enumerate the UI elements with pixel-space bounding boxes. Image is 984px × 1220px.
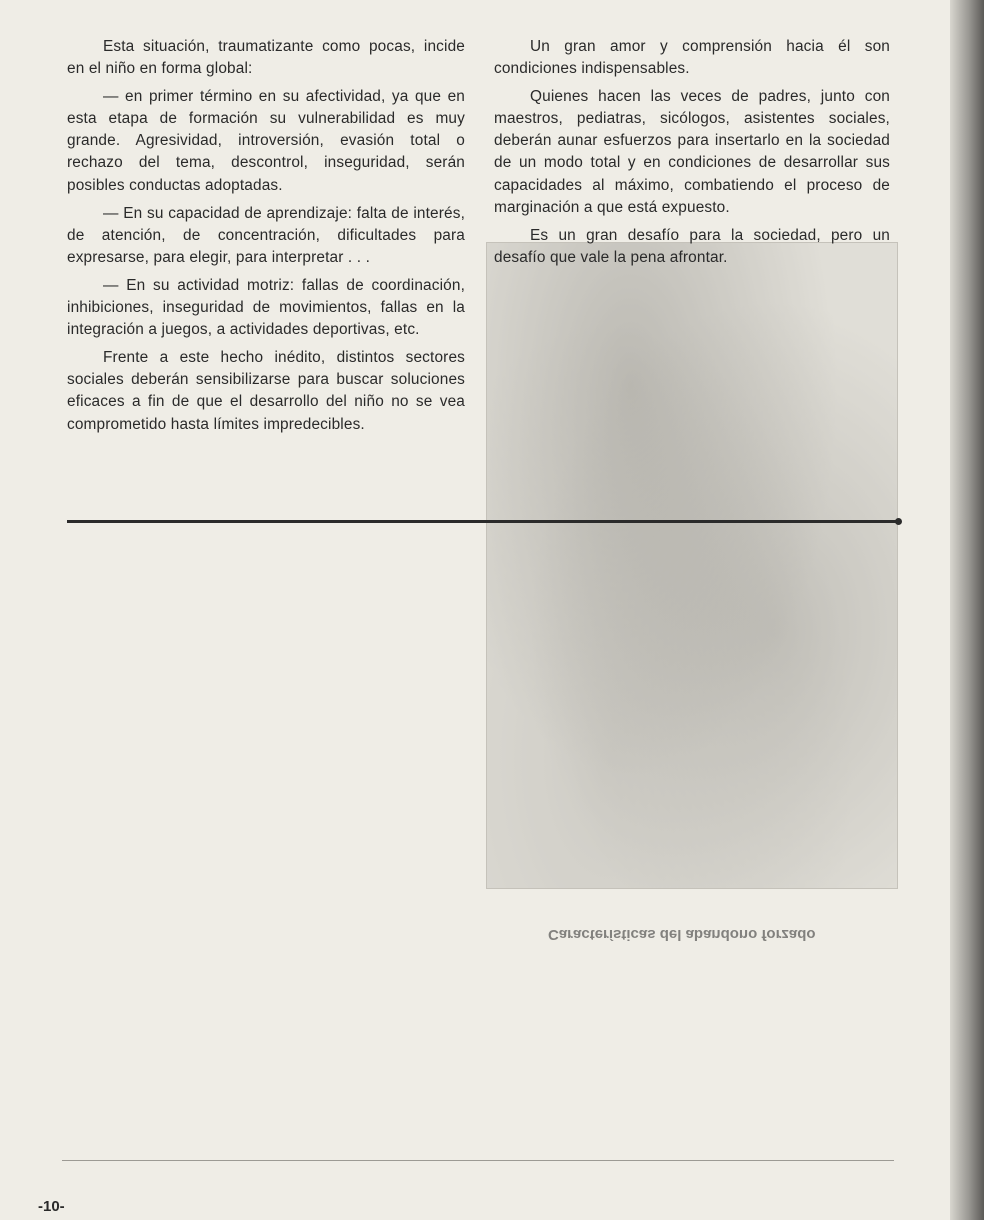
- paragraph-frente: Frente a este hecho inédito, distintos sectores sociales deberán sensibilizarse para buscar soluciones eficaces a fin de que el desarrollo del niño no se vea comprometido hasta límites impredecibles.: [67, 349, 465, 433]
- paragraph-aprendizaje: — En su capacidad de aprendizaje: falta de interés, de atención, de concentración, dificultades para expresarse, para elegir, para interpretar . . .: [67, 204, 465, 266]
- bleed-through-heading: Características del abandono forzado: [548, 926, 816, 943]
- paragraph-desafio: Es un gran desafío para la sociedad, pero un desafío que vale la pena afrontar.: [494, 226, 890, 266]
- section-divider-rule: [67, 520, 899, 523]
- paragraph-intro: Esta situación, traumatizante como pocas, incide en el niño en forma global:: [67, 38, 465, 78]
- paragraph-amor: Un gran amor y comprensión hacia él son condiciones indispensables.: [494, 38, 890, 78]
- page-edge-shadow: [950, 0, 984, 1220]
- paragraph-quienes: Quienes hacen las veces de padres, junto con maestros, pediatras, sicólogos, asistentes sociales, deberán aunar esfuerzos para insertarlo en la sociedad de un modo total y en condiciones de desarrollar sus capacidades al máximo, combatiendo el proceso de marginación a que está expuesto.: [494, 88, 890, 216]
- paragraph-motriz: — En su actividad motriz: fallas de coordinación, inhibiciones, inseguridad de movimientos, fallas en la integración a juegos, a actividades deportivas, etc.: [67, 276, 465, 339]
- left-text-column: [67, 36, 465, 442]
- page-number: -10-: [38, 1198, 65, 1215]
- right-text-column: [494, 36, 890, 275]
- bleed-through-photo: [486, 242, 898, 889]
- paragraph-afectividad: — en primer término en su afectividad, ya que en esta etapa de formación su vulnerabilidad es muy grande. Agresividad, introversión, evasión total o rechazo del tema, descontrol, inseguridad, serán posibles conductas adoptadas.: [67, 88, 465, 194]
- footer-rule: [62, 1160, 894, 1161]
